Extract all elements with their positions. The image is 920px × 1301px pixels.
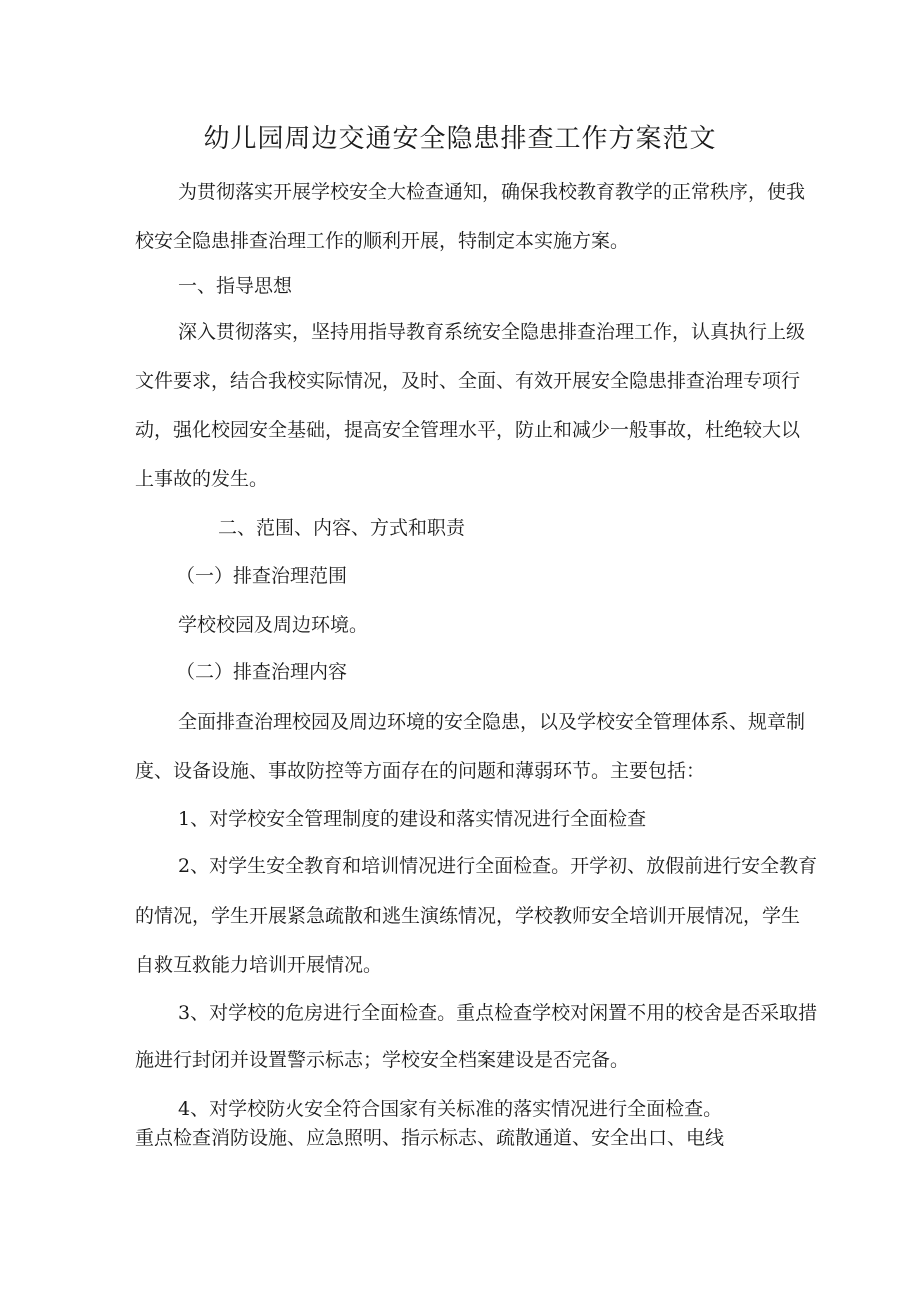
document-title: 幼儿园周边交通安全隐患排查工作方案范文: [203, 124, 717, 154]
sub1-body: 学校校园及周边环境。: [178, 614, 369, 636]
sub1-heading: （一）排查治理范围: [176, 565, 348, 587]
intro-line-1: 为贯彻落实开展学校安全大检查通知，确保我校教育教学的正常秩序，使我: [178, 181, 806, 203]
item-4-line-2: 重点检查消防设施、应急照明、指示标志、疏散通道、安全出口、电线: [135, 1127, 725, 1149]
item-4-line-1: 4、对学校防火安全符合国家有关标准的落实情况进行全面检查。: [178, 1098, 723, 1120]
item-2-line-2: 的情况，学生开展紧急疏散和逃生演练情况，学校教师安全培训开展情况，学生: [135, 905, 801, 927]
section1-line-2: 文件要求，结合我校实际情况，及时、全面、有效开展安全隐患排查治理专项行: [135, 370, 801, 392]
item-2-line-1: 2、对学生安全教育和培训情况进行全面检查。开学初、放假前进行安全教育: [178, 855, 818, 877]
item-1: 1、对学校安全管理制度的建设和落实情况进行全面检查: [178, 808, 647, 830]
intro-line-2: 校安全隐患排查治理工作的顺利开展，特制定本实施方案。: [135, 230, 630, 252]
section1-line-3: 动，强化校园安全基础，提高安全管理水平，防止和减少一般事故，杜绝较大以: [135, 419, 801, 441]
item-3-line-2: 施进行封闭并设置警示标志；学校安全档案建设是否完备。: [135, 1049, 630, 1071]
section1-heading: 一、指导思想: [178, 275, 293, 297]
sub2-line-2: 度、设备设施、事故防控等方面存在的问题和薄弱环节。主要包括：: [135, 760, 706, 782]
sub2-heading: （二）排查治理内容: [176, 661, 348, 683]
section2-heading: 二、范围、内容、方式和职责: [218, 517, 466, 539]
section1-line-1: 深入贯彻落实，坚持用指导教育系统安全隐患排查治理工作，认真执行上级: [178, 321, 806, 343]
item-2-line-3: 自救互救能力培训开展情况。: [135, 954, 383, 976]
item-3-line-1: 3、对学校的危房进行全面检查。重点检查学校对闲置不用的校舍是否采取措: [178, 1002, 818, 1024]
section1-line-4: 上事故的发生。: [135, 468, 269, 490]
sub2-line-1: 全面排查治理校园及周边环境的安全隐患，以及学校安全管理体系、规章制: [178, 711, 806, 733]
